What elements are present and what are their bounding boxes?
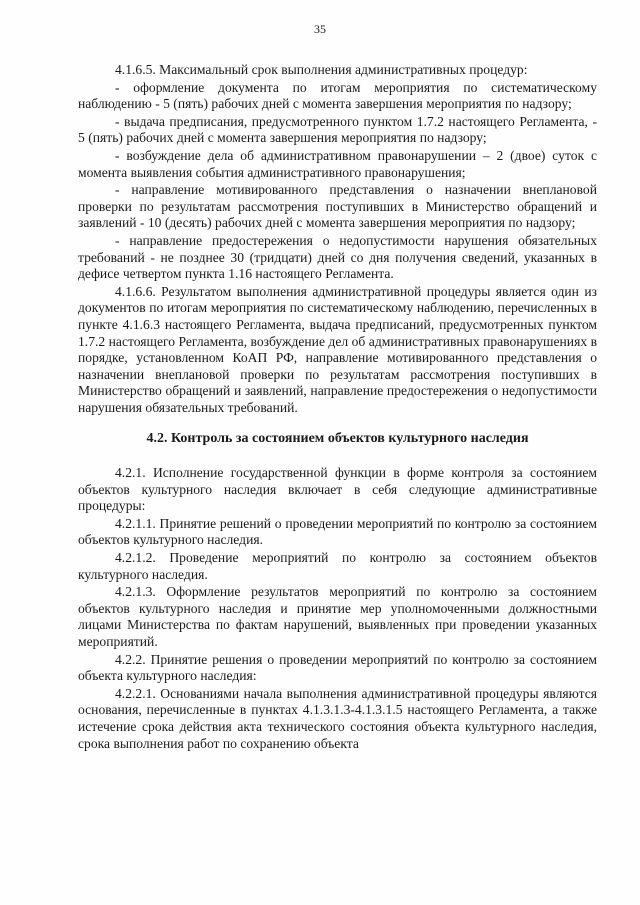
paragraph-4-2-1-2: 4.2.1.2. Проведение мероприятий по контролю за состоянием объектов культурного наследия. <box>78 550 597 582</box>
page-number: 35 <box>314 22 326 36</box>
paragraph-4-2-1-1: 4.2.1.1. Принятие решений о проведении мероприятий по контролю за состоянием объектов культурного наследия. <box>78 515 597 548</box>
list-item-case-initiation: - возбуждение дела об административном правонарушении – 2 (двое) суток с момента выявления события административного правонарушения; <box>78 147 597 180</box>
list-item-motivated-submission: - направление мотивированного представления о назначении внеплановой проверки по результатам рассмотрения поступивших в Министерство обращений и заявлений - 10 (десять) рабочих дней с момента завершения мероприятия по надзору; <box>78 182 597 231</box>
document-body <box>78 62 597 752</box>
section-title: 4.2. Контроль за состоянием объектов культурного наследия <box>146 431 529 447</box>
list-item-warning: - направление предостережения о недопустимости нарушения обязательных требований - не позднее 30 (тридцати) дней со дня получения сведений, указанных в дефисе четвертом пункта 1.16 настоящего Регламента. <box>78 232 597 282</box>
paragraph-4-1-6-5: 4.1.6.5. Максимальный срок выполнения административных процедур: <box>115 62 528 77</box>
paragraph-4-2-2-1: 4.2.2.1. Основаниями начала выполнения административной процедуры являются основания, перечисленные в пунктах 4.1.3.1.3-4.1.3.1.5 настоящего Регламента, а также истечение срока действия акта технического состояния объекта культурного наследия, срока выполнения работ по сохранению объекта <box>78 685 597 751</box>
paragraph-4-1-6-6: 4.1.6.6. Результатом выполнения административной процедуры является один из документов по итогам мероприятия по систематическому наблюдению, перечисленных в пункте 4.1.6.3 настоящего Регламента, выдача предписаний, предусмотренных пунктом 1.7.2 настоящего Регламента, возбуждение дел об административных правонарушениях в порядке, установленном КоАП РФ, направление мотивированного представления о назначении внеплановой проверки по результатам рассмотрения поступивших в Министерство обращений и заявлений, направление предостережения о недопустимости нарушения обязательных требований. <box>78 283 597 415</box>
paragraph-4-2-1-3: 4.2.1.3. Оформление результатов мероприятий по контролю за состоянием объектов культурного наследия и принятие мер уполномоченными должностными лицами Министерства по фактам нарушений, выявленных при проведении указанных мероприятий. <box>78 584 597 649</box>
paragraph-4-2-2: 4.2.2. Принятие решения о проведении мероприятий по контролю за состоянием объекта культурного наследия: <box>78 651 597 684</box>
list-item-order-issuance: - выдача предписания, предусмотренного пунктом 1.7.2 настоящего Регламента, - 5 (пять) рабочих дней с момента завершения мероприятия по надзору; <box>78 113 597 146</box>
paragraph-4-2-1: 4.2.1. Исполнение государственной функции в форме контроля за состоянием объектов культурного наследия включает в себя следующие административные процедуры: <box>78 465 597 514</box>
list-item-document-formation: - оформление документа по итогам мероприятия по систематическому наблюдению - 5 (пять) рабочих дней с момента завершения мероприятия по надзору; <box>78 79 597 112</box>
